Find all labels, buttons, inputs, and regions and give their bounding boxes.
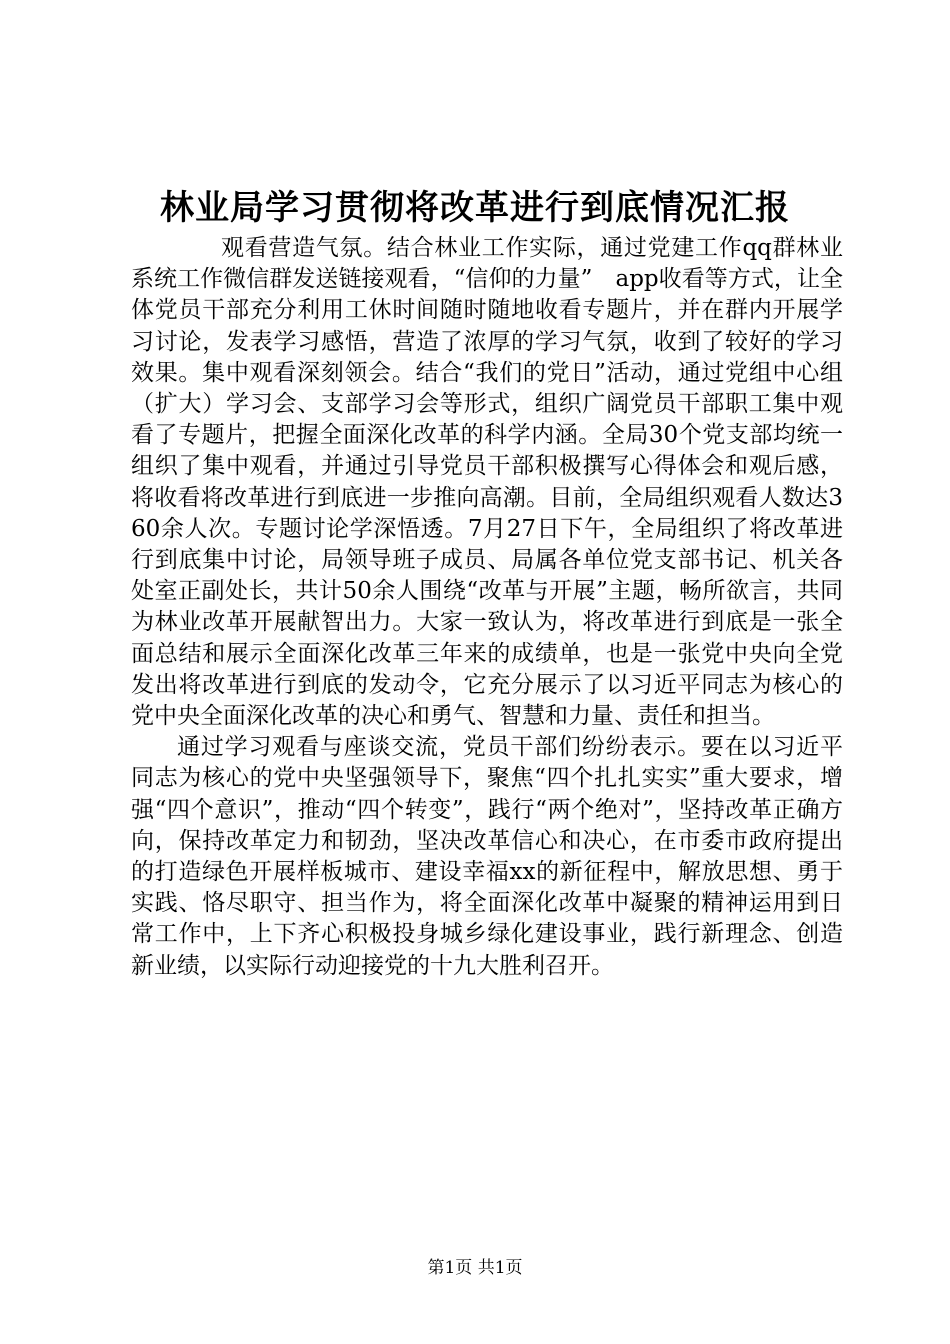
page-footer: 第1页 共1页 — [427, 1258, 523, 1278]
body-paragraph-2: 通过学习观看与座谈交流，党员干部们纷纷表示。要在以习近平同志为核心的党中央坚强领导下，聚焦“四个扎扎实实”重大要求，增强“四个意识”，推动“四个转变”，践行“两个绝对”，坚持改革正确方向，保持改革定力和韧劲，坚决改革信心和决心，在市委市政府提出的打造绿色开展样板城市、建设幸福xx的新征程中，解放思想、勇于实践、恪尽职守、担当作为，将全面深化改革中凝聚的精神运用到日常工作中，上下齐心积极投身城乡绿化建设事业，践行新理念、创造新业绩，以实际行动迎接党的十九大胜利召开。 — [131, 734, 843, 979]
document-body — [131, 233, 843, 982]
body-paragraph-1: 观看营造气氛。结合林业工作实际，通过党建工作qq群林业系统工作微信群发送链接观看，“信仰的力量” app收看等方式，让全体党员干部充分利用工休时间随时随地收看专题片，并在群内开展学习讨论，发表学习感悟，营造了浓厚的学习气氛，收到了较好的学习效果。集中观看深刻领会。结合“我们的党日”活动，通过党组中心组（扩大）学习会、支部学习会等形式，组织广阔党员干部职工集中观看了专题片，把握全面深化改革的科学内涵。全局30个党支部均统一组织了集中观看，并通过引导党员干部积极撰写心得体会和观后感，将收看将改革进行到底进一步推向高潮。目前，全局组织观看人数达360余人次。专题讨论学深悟透。7月27日下午，全局组织了将改革进行到底集中讨论，局领导班子成员、局属各单位党支部书记、机关各处室正副处长，共计50余人围绕“改革与开展”主题，畅所欲言，共同为林业改革开展献智出力。大家一致认为，将改革进行到底是一张全面总结和展示全面深化改革三年来的成绩单，也是一张党中央向全党发出将改革进行到底的发动令，它充分展示了以习近平同志为核心的党中央全面深化改革的决心和勇气、智慧和力量、责任和担当。 — [131, 235, 843, 730]
document-title: 林业局学习贯彻将改革进行到底情况汇报 — [160, 188, 790, 228]
